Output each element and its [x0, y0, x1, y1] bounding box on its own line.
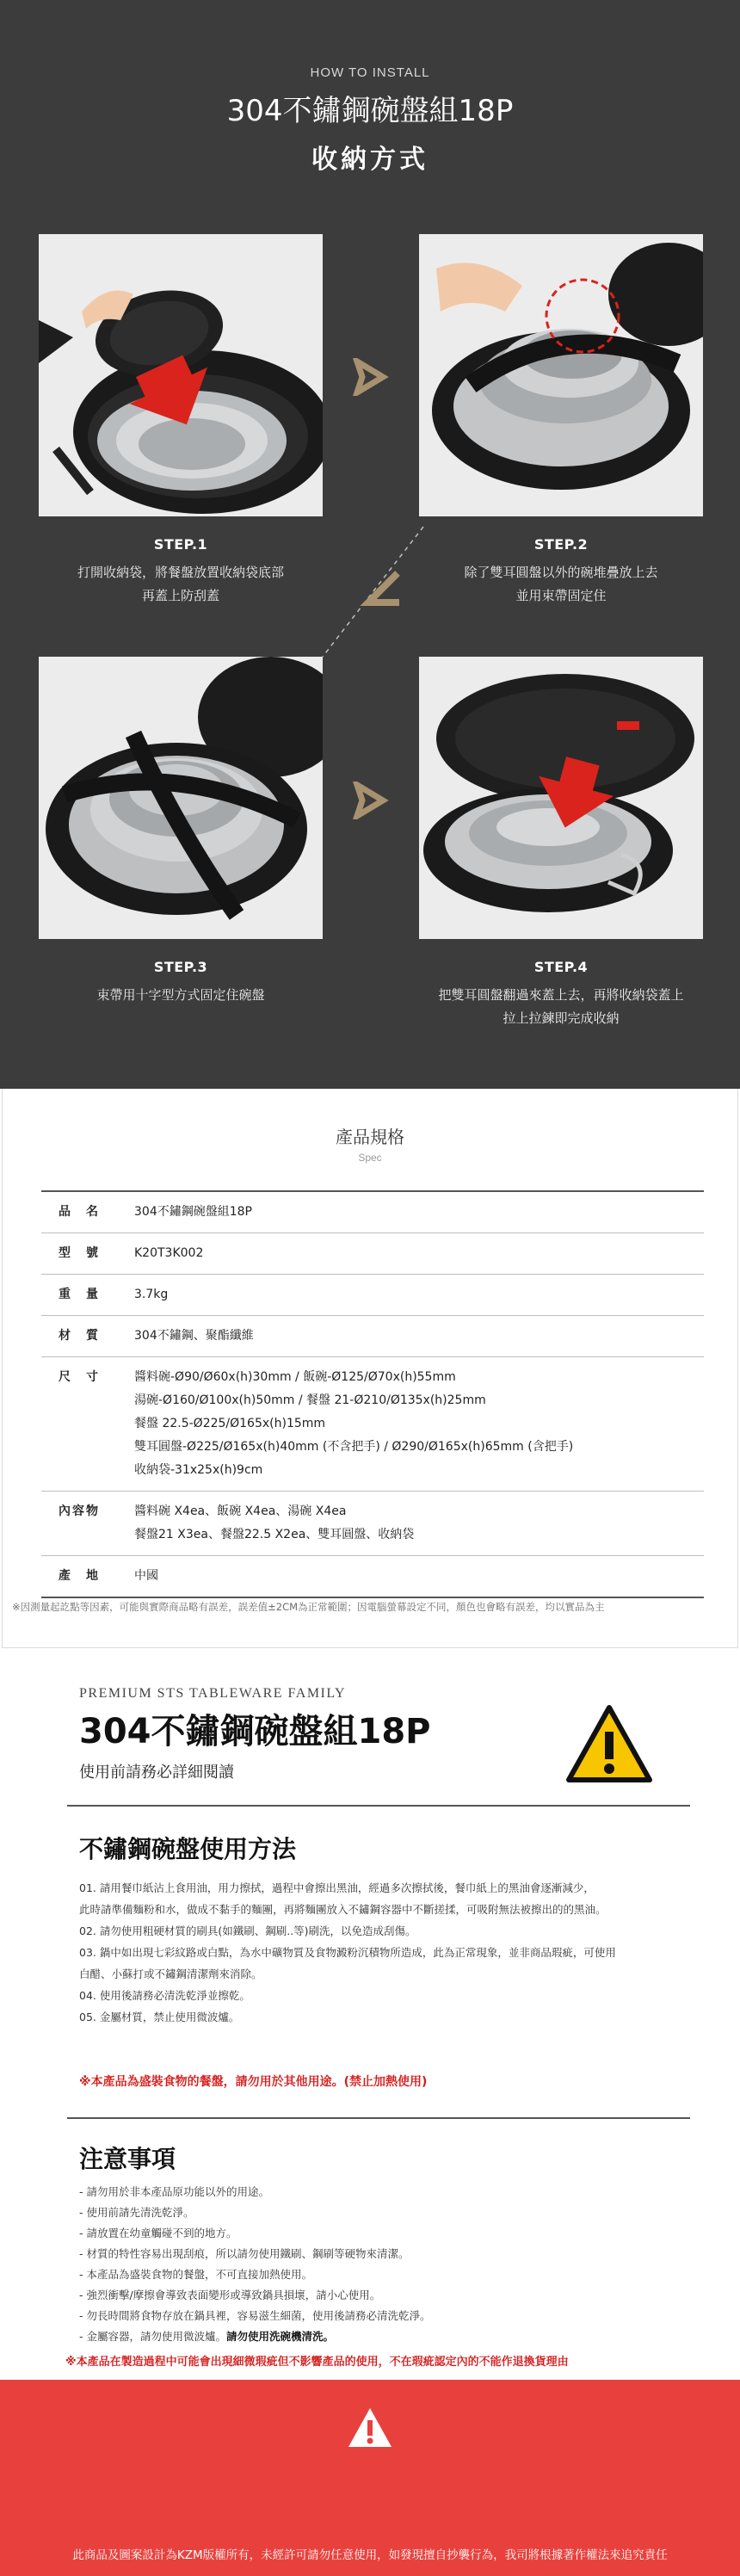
step1-photo: [39, 234, 323, 516]
list-item: - 使用前請先清洗乾淨。: [79, 2206, 194, 2219]
list-item: - 本產品為盛裝食物的餐盤，不可直接加熱使用。: [79, 2268, 312, 2281]
spec-label: 內容物: [59, 1504, 100, 1518]
step1-desc-line2: 再蓋上防刮蓋: [141, 588, 219, 603]
warning-icon: [346, 2406, 394, 2450]
install-eyebrow: HOW TO INSTALL: [310, 65, 430, 80]
table-row: [41, 1233, 704, 1275]
product-subtitle: 使用前請務必詳細閱讀: [79, 1764, 234, 1782]
chevron-right-icon: [350, 781, 390, 819]
step2-number: STEP.2: [533, 536, 589, 553]
lid-close-image: [419, 657, 703, 939]
step1-block: [9, 536, 353, 608]
spec-value: K20T3K002: [134, 1246, 204, 1260]
step3-desc-line1: 束帶用十字型方式固定住碗盤: [96, 987, 265, 1003]
caution-highlight: 請勿使用洗碗機清洗。: [226, 2330, 335, 2343]
caution-list: [79, 2182, 707, 2347]
step4-desc-line1: 把雙耳圓盤翻過來蓋上去，再將收納袋蓋上: [438, 987, 684, 1003]
spec-value: 醬料碗 X4ea、飯碗 X4ea、湯碗 X4ea 餐盤21 X3ea、餐盤22.5 X2ea、雙耳圓盤、收納袋: [134, 1504, 415, 1541]
spec-title: 產品規格: [336, 1127, 404, 1147]
spec-value: 304不鏽鋼碗盤組18P: [134, 1205, 252, 1219]
spec-label: 型 號: [59, 1246, 100, 1260]
table-row: [41, 1492, 704, 1556]
spec-label: 產 地: [59, 1569, 100, 1583]
list-item: 01. 請用餐巾紙沾上食用油，用力擦拭，過程中會擦出黑油，經過多次擦拭後，餐巾紙上的黑油會逐漸減少，: [79, 1881, 595, 1894]
list-item: - 請放置在幼童觸碰不到的地方。: [79, 2227, 237, 2239]
product-title: 304不鏽鋼碗盤組18P: [79, 1712, 431, 1751]
list-item: 05. 金屬材質，禁止使用微波爐。: [79, 2011, 240, 2023]
step4-number: STEP.4: [533, 959, 589, 975]
step2-desc-line1: 除了雙耳圓盤以外的碗堆疊放上去: [464, 565, 658, 580]
step2-desc-line2: 並用束帶固定住: [515, 588, 607, 603]
step4-photo: [419, 657, 703, 939]
list-item: - 金屬容器，請勿使用微波爐。請勿使用洗碗機清洗。: [79, 2330, 335, 2343]
list-item: - 勿長時間將食物存放在鍋具裡，容易滋生細菌，使用後請務必清洗乾淨。: [79, 2309, 431, 2322]
list-item: - 強烈衝擊/摩擦會導致表面變形或導致鍋具損壞，請小心使用。: [79, 2289, 381, 2301]
spec-label: 品 名: [59, 1205, 100, 1219]
divider: [67, 1805, 690, 1807]
spec-value: 304不鏽鋼、聚酯纖維: [134, 1329, 254, 1343]
warning-icon: [564, 1702, 655, 1787]
spec-section: [0, 1089, 740, 1648]
step4-desc-line2: 拉上拉鍊即完成收納: [503, 1010, 620, 1026]
bag-open-plate-image: [39, 234, 323, 516]
table-row: [41, 1357, 704, 1492]
step4-block: [389, 959, 733, 1030]
method-warning: ※本產品為盛裝食物的餐盤，請勿用於其他用途。(禁止加熱使用): [79, 2075, 428, 2089]
cross-strap-image: [39, 657, 323, 939]
spec-value: 醬料碗-Ø90/Ø60x(h)30mm / 飯碗-Ø125/Ø70x(h)55mm 湯碗-Ø160/Ø100x(h)50mm / 餐盤 21-Ø210/Ø135x(h)25mm 餐盤 22.5-Ø225/Ø165x(h)15mm 雙耳圓盤-Ø225/Ø165x(h)40mm (不含把手) / Ø290/Ø165x(h)65mm (含把手) 收納袋-31x25x(h)9cm: [134, 1370, 574, 1477]
bowls-strap-image: [419, 234, 703, 516]
spec-label: 重 量: [59, 1288, 100, 1301]
step1-number: STEP.1: [153, 536, 208, 553]
method-list: [79, 1877, 707, 2028]
step3-block: [9, 959, 353, 1007]
method-title: 不鏽鋼碗盤使用方法: [79, 1835, 297, 1863]
chevron-down-left-icon: [360, 568, 404, 611]
table-row: [41, 1556, 704, 1598]
table-row: [41, 1191, 704, 1233]
spec-table: [41, 1190, 704, 1598]
caution-warning: ※本產品在製造過程中可能會出現細微瑕疵但不影響產品的使用，不在瑕疵認定內的不能作退換貨理由: [65, 2356, 569, 2369]
usage-section: [0, 1648, 740, 2380]
list-item: 04. 使用後請務必清洗乾淨並擦乾。: [79, 1989, 250, 2002]
divider: [67, 2117, 690, 2119]
spec-value: 3.7kg: [134, 1288, 169, 1301]
step1-desc-line1: 打開收納袋，將餐盤放置收納袋底部: [77, 565, 284, 580]
step2-block: [389, 536, 733, 608]
step2-photo: [419, 234, 703, 516]
copyright-text: 此商品及圖案設計為KZM版權所有，未經許可請勿任意使用，如發現擅自抄襲行為，我司將根據著作權法來追究責任: [72, 2548, 668, 2562]
table-row: [41, 1275, 704, 1316]
list-item: 白醋、小蘇打或不鏽鋼清潔劑來消除。: [79, 1968, 262, 1980]
step3-number: STEP.3: [153, 959, 208, 975]
list-item: 03. 鍋中如出現七彩紋路或白點，為水中礦物質及食物澱粉沉積物所造成，此為正常現象，並非商品瑕疵，可使用: [79, 1946, 616, 1959]
chevron-right-icon: [350, 358, 390, 396]
list-item: 此時請準備麵粉和水，做成不黏手的麵團，再將麵團放入不鏽鋼容器中不斷搓揉，可吸附無法被擦出的的黑油。: [79, 1903, 607, 1916]
list-item: 02. 請勿使用粗硬材質的刷具(如鐵刷、鋼刷..等)刷洗，以免造成刮傷。: [79, 1924, 416, 1937]
spec-subtitle: Spec: [358, 1152, 382, 1164]
spec-label: 尺 寸: [59, 1370, 100, 1384]
install-section: [0, 0, 740, 1089]
spec-value: 中國: [134, 1569, 158, 1583]
spec-label: 材 質: [59, 1329, 100, 1343]
copyright-footer: [0, 2380, 740, 2576]
step3-photo: [39, 657, 323, 939]
table-row: [41, 1316, 704, 1357]
install-subtitle: 收納方式: [311, 145, 429, 175]
install-title: 304不鏽鋼碗盤組18P: [226, 94, 514, 128]
caution-title: 注意事項: [79, 2145, 176, 2173]
list-item: - 請勿用於非本產品原功能以外的用途。: [79, 2185, 269, 2198]
list-item: - 材質的特性容易出現刮痕，所以請勿使用鐵刷、鋼刷等硬物來清潔。: [79, 2247, 410, 2260]
brand-tagline: PREMIUM STS TABLEWARE FAMILY: [79, 1686, 347, 1701]
spec-note: ※因測量起訖點等因素，可能與實際商品略有誤差，誤差值±2CM為正常範圍；因電腦螢幕設定不同，顏色也會略有誤差，均以實品為主: [12, 1601, 605, 1613]
